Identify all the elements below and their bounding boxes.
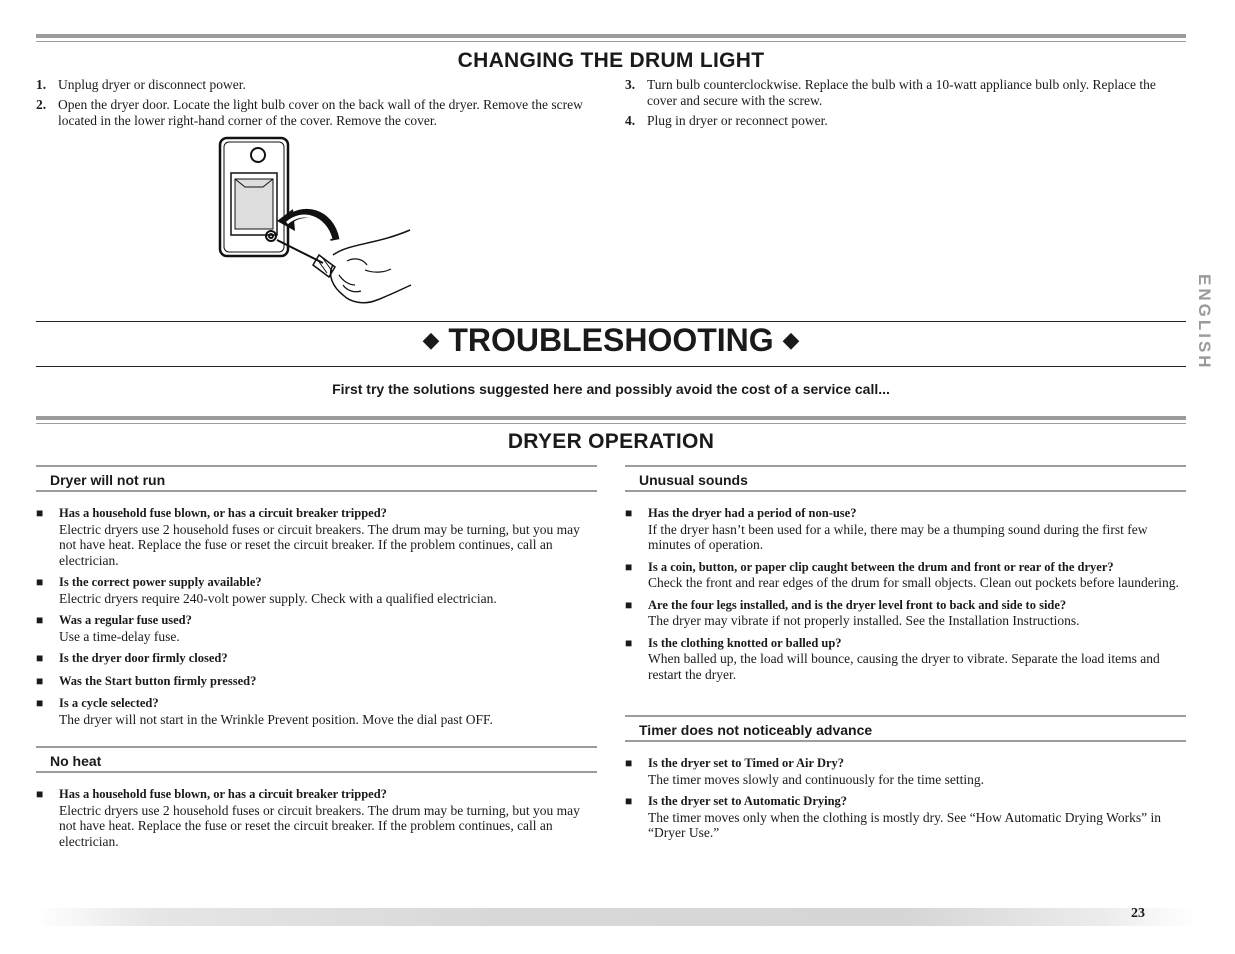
list-item [625,506,1185,553]
troubleshooting-intro: First try the solutions suggested here and possibly avoid the cost of a service call... [332,381,890,397]
list-item [36,506,591,568]
question: Is the dryer set to Timed or Air Dry? [648,756,845,770]
question: Has the dryer had a period of non-use? [648,506,857,520]
step-item [625,113,1165,129]
square-bullet-icon: ■ [625,635,633,650]
troubleshooting-title [36,322,1186,359]
square-bullet-icon: ■ [36,787,44,801]
answer: Electric dryers require 240-volt power supply. Check with a qualified electrician. [59,590,497,606]
question: Is the clothing knotted or balled up? [648,635,842,650]
list-item [36,674,591,690]
diamond-right-icon: ◆ [782,327,800,352]
page-number: 23 [1131,906,1145,921]
list-item [625,794,1185,841]
list-item [625,636,1185,683]
dryer-operation-rule [36,416,1186,420]
list-item [625,560,1185,591]
subhead-no-heat [36,746,597,773]
question: Is the dryer door firmly closed? [59,651,228,665]
square-bullet-icon: ■ [625,506,633,520]
square-bullet-icon: ■ [36,506,44,520]
answer: Electric dryers use 2 household fuses or circuit breakers. The drum may be turning, but you may not have heat. Replace the fuse or reset the circuit breaker. If the problem continues, call an electrician. [59,802,580,849]
drum-light-title: CHANGING THE DRUM LIGHT [457,49,765,72]
dryer-operation-title: DRYER OPERATION [507,430,715,453]
language-tab: ENGLISH [1195,273,1214,371]
question: Is a cycle selected? [59,696,159,710]
square-bullet-icon: ■ [36,696,44,710]
square-bullet-icon: ■ [625,756,633,770]
step-number: 4. [625,113,636,128]
step-text: Plug in dryer or reconnect power. [647,113,828,128]
troubleshooting-title-text: TROUBLESHOOTING [448,322,774,358]
square-bullet-icon: ■ [625,597,633,612]
square-bullet-icon: ■ [36,613,44,627]
drum-light-steps-right [625,77,1165,133]
square-bullet-icon: ■ [625,559,633,574]
answer: The timer moves slowly and continuously for the time setting. [648,771,984,787]
question: Was a regular fuse used? [59,613,192,627]
list-item [625,756,1185,787]
subhead-label: Unusual sounds [639,472,748,488]
question: Has a household fuse blown, or has a circuit breaker tripped? [59,787,387,801]
dryer-operation-rule-thin [36,423,1186,424]
step-text: Turn bulb counterclockwise. Replace the bulb with a 10-watt appliance bulb only. Replace the cover and secure with the screw. [647,77,1156,108]
question: Is the dryer set to Automatic Drying? [648,794,848,808]
question: Are the four legs installed, and is the dryer level front to back and side to side? [648,597,1067,612]
square-bullet-icon: ■ [36,651,44,665]
top-rule-thin [36,41,1186,42]
step-item [625,77,1165,109]
light-cover-illustration [215,135,415,315]
list-item [36,613,591,644]
answer: Electric dryers use 2 household fuses or circuit breakers. The drum may be turning, but you may not have heat. Replace the fuse or reset the circuit breaker. If the problem continues, call an electrician. [59,521,580,568]
list-item [36,787,591,849]
answer: When balled up, the load will bounce, causing the dryer to vibrate. Separate the load items and restart the dryer. [648,651,1160,682]
step-number: 2. [36,97,47,112]
question: Was the Start button firmly pressed? [59,673,257,688]
subhead-unusual-sounds [625,465,1186,492]
question: Is the correct power supply available? [59,575,262,589]
step-number: 1. [36,77,47,92]
answer: The dryer will not start in the Wrinkle Prevent position. Move the dial past OFF. [59,711,493,727]
answer: The dryer may vibrate if not properly installed. See the Installation Instructions. [648,613,1080,628]
answer: If the dryer hasn’t been used for a while, there may be a thumping sound during the first few minutes of operation. [648,521,1148,552]
square-bullet-icon: ■ [625,794,633,808]
diamond-left-icon: ◆ [422,327,440,352]
step-text: Open the dryer door. Locate the light bulb cover on the back wall of the dryer. Remove the screw located in the lower right-hand corner of the cover. Remove the cover. [58,97,583,128]
question: Is a coin, button, or paper clip caught between the drum and front or rear of the dryer? [648,559,1114,574]
answer: The timer moves only when the clothing is mostly dry. See “How Automatic Drying Works” in “Dryer Use.” [648,809,1161,840]
subhead-dryer-will-not-run [36,465,597,492]
square-bullet-icon: ■ [36,575,44,589]
qlist-dryer-will-not-run [36,506,591,734]
answer: Use a time-delay fuse. [59,628,180,644]
qlist-timer [625,756,1185,848]
list-item [36,696,591,727]
step-text: Unplug dryer or disconnect power. [58,77,246,92]
answer: Check the front and rear edges of the drum for small objects. Clean out pockets before laundering. [648,575,1179,590]
qlist-no-heat [36,787,591,856]
step-item [36,77,586,93]
top-rule [36,34,1186,38]
subhead-timer [625,715,1186,742]
square-bullet-icon: ■ [36,673,44,688]
qlist-unusual-sounds [625,506,1185,689]
list-item [625,598,1185,629]
subhead-label: Timer does not noticeably advance [639,722,873,738]
troubleshooting-bottom-rule [36,366,1186,367]
drum-light-steps-left [36,77,586,133]
subhead-label: No heat [50,753,102,769]
list-item [36,651,591,667]
step-number: 3. [625,77,636,92]
footer-bar [36,908,1196,926]
subhead-label: Dryer will not run [50,472,166,488]
question: Has a household fuse blown, or has a circuit breaker tripped? [59,506,387,520]
step-item [36,97,586,129]
list-item [36,575,591,606]
